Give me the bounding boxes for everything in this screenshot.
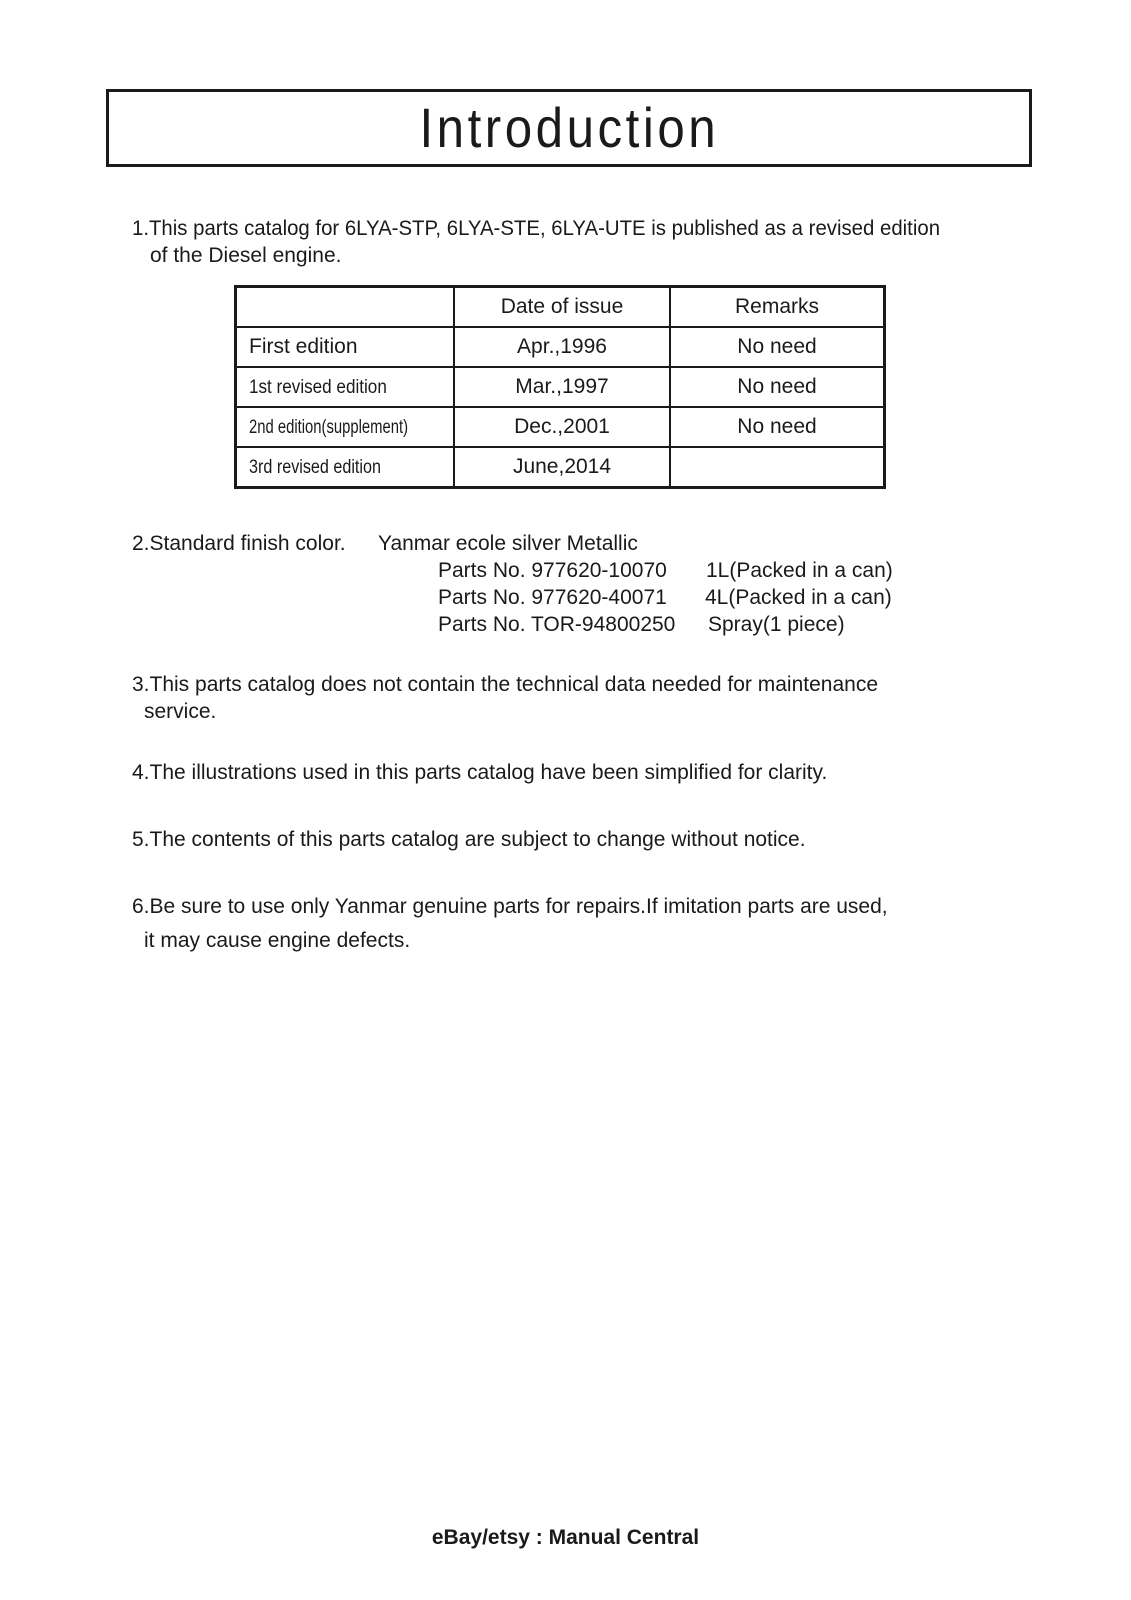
edition-cell xyxy=(236,447,455,488)
part-number: Parts No. 977620-40071 xyxy=(438,586,667,609)
part-number: Parts No. TOR-94800250 xyxy=(438,613,676,636)
date-cell: Mar.,1997 xyxy=(454,367,670,407)
table-row xyxy=(236,407,885,447)
edition-label: 3rd revised edition xyxy=(249,457,381,478)
part-description: 4L(Packed in a can) xyxy=(705,586,892,609)
item3-line1: 3.This parts catalog does not contain the technical data needed for maintenance xyxy=(132,673,878,696)
item1-line1: 1.This parts catalog for 6LYA-STP, 6LYA-STE, 6LYA-UTE is published as a revised edition xyxy=(132,217,941,240)
item3-line2: service. xyxy=(144,700,217,723)
part-description: 1L(Packed in a can) xyxy=(706,559,893,582)
item2-label: 2.Standard finish color. xyxy=(132,532,346,555)
remarks-cell: No need xyxy=(670,407,885,447)
editions-table xyxy=(234,285,886,489)
edition-cell: First edition xyxy=(236,327,455,367)
item5-line1: 5.The contents of this parts catalog are subject to change without notice. xyxy=(132,828,806,851)
table-header-cell xyxy=(236,287,455,328)
item6-line1: 6.Be sure to use only Yanmar genuine parts for repairs.If imitation parts are used, xyxy=(132,895,888,918)
remarks-cell xyxy=(670,447,885,488)
part-number: Parts No. 977620-10070 xyxy=(438,559,667,582)
table-header-cell: Date of issue xyxy=(454,287,670,328)
item4-line1: 4.The illustrations used in this parts catalog have been simplified for clarity. xyxy=(132,761,828,784)
edition-cell xyxy=(236,367,455,407)
table-header-row xyxy=(236,287,885,328)
table-row xyxy=(236,327,885,367)
remarks-cell: No need xyxy=(670,327,885,367)
edition-label: 1st revised edition xyxy=(249,377,387,398)
item1-line2: of the Diesel engine. xyxy=(150,244,342,267)
title-box xyxy=(106,89,1032,167)
page-title: Introduction xyxy=(419,96,719,159)
date-cell: Apr.,1996 xyxy=(454,327,670,367)
footer-credit: eBay/etsy : Manual Central xyxy=(431,1526,700,1549)
item6-line2: it may cause engine defects. xyxy=(144,929,411,952)
edition-cell xyxy=(236,407,455,447)
part-description: Spray(1 piece) xyxy=(708,613,845,636)
finish-color-name: Yanmar ecole silver Metallic xyxy=(378,532,638,555)
table-header-cell: Remarks xyxy=(670,287,885,328)
remarks-cell: No need xyxy=(670,367,885,407)
date-cell: June,2014 xyxy=(454,447,670,488)
date-cell: Dec.,2001 xyxy=(454,407,670,447)
table-row xyxy=(236,367,885,407)
table-row xyxy=(236,447,885,488)
edition-label: 2nd edition(supplement) xyxy=(249,417,409,438)
